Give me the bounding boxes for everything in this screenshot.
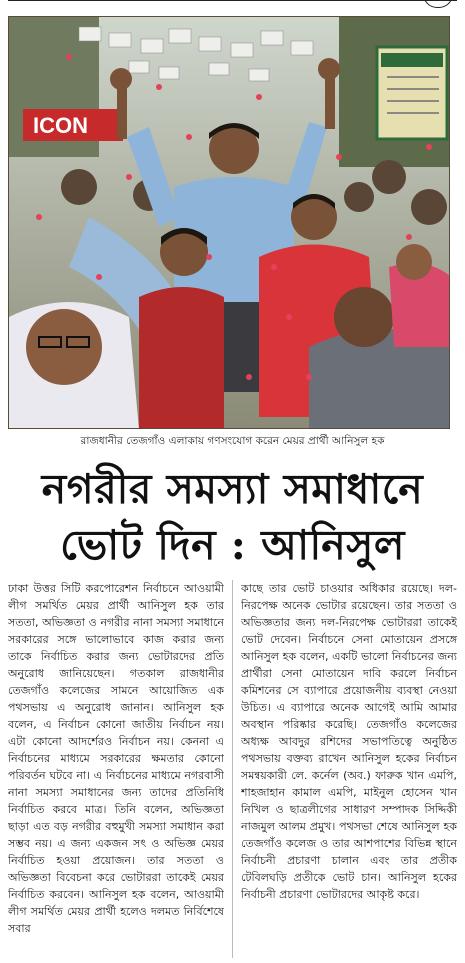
article-body <box>8 580 457 958</box>
headline-line-1: নগরীর সমস্যা সমাধানে <box>41 465 424 513</box>
top-rule <box>8 0 457 1</box>
column-divider <box>232 580 233 958</box>
headline-line-2: ভোট দিন : আনিসুল <box>60 521 405 569</box>
adjacent-article-edge <box>423 0 453 8</box>
page-top-edge <box>0 0 465 10</box>
banner-text: ICON <box>33 113 88 138</box>
news-photo <box>8 16 450 429</box>
body-column-2-text: কাছে তার ভোট চাওয়ার অধিকার রয়েছে। দল-নিরপেক্ষ অনেক ভোটার রয়েছেন। তার সততা ও অভিজ্ঞতার জন্য দল-নিরপেক্ষ ভোটাররা তাকেই ভোট দেবেন। নির্বাচনে সেনা মোতায়েন প্রসঙ্গে আনিসুল হক বলেন, একটি ভালো নির্বাচনের জন্য প্রার্থীরা সেনা মোতায়েন দাবি করলে নির্বাচন কমিশনের সে ব্যাপারে প্রয়োজনীয় ব্যবস্থা নেওয়া উচিত। এ ব্যাপারে অনেক আগেই আমি আমার অবস্থান পরিষ্কার করেছি। তেজগাঁও কলেজের অধ্যক্ষ আবদুর রশিদের সভাপতিত্বে অনুষ্ঠিত পথসভায় বক্তব্য রাখেন আনিসুল হকের নির্বাচন সমন্বয়কারী লে. কর্নেল (অব.) ফারুক খান এমপি, শাহজাহান কামাল এমপি, মাইনুল হোসেন খান নিখিল ও ছাত্রলীগের সাধারণ সম্পাদক সিদ্দিকী নাজমুল আলম প্রমুখ। পথসভা শেষে আনিসুল হক তেজগাঁও কলেজ ও তার আশপাশের বিভিন্ন স্থানে নির্বাচনী প্রচারণা চালান এবং তার প্রতীক টেবিলঘড়ি প্রতীকে ভোট চান। আনিসুল হকের নির্বাচনী প্রচারণা ভোটারদের আকৃষ্ট করে। <box>241 582 457 901</box>
photo-caption: রাজধানীর তেজগাঁও এলাকায় গণসংযোগ করেন মেয়র প্রার্থী আনিসুল হক <box>80 435 385 447</box>
body-column-1 <box>8 580 224 958</box>
body-column-1-text: ঢাকা উত্তর সিটি করপোরেশন নির্বাচনে আওয়ামী লীগ সমর্থিত মেয়র প্রার্থী আনিসুল হক তার সততা, অভিজ্ঞতা ও নগরীর নানা সমস্যা সমাধানে সরকারের সঙ্গে ভালোভাবে কাজ করার জন্য তাকে নির্বাচিত করার জন্য ভোটারদের প্রতি অনুরোধ জানিয়েছেন। গতকাল রাজধানীর তেজগাঁও কলেজের সামনে আয়োজিত এক পথসভায় এ অনুরোধ জানান। আনিসুল হক বলেন, এ নির্বাচন কোনো জাতীয় নির্বাচন নয়। এটা কোনো আদর্শেরও নির্বাচন নয়। কেননা এ নির্বাচনের মাধ্যমে সরকারের ক্ষমতার কোনো পরিবর্তন ঘটবে না। এ নির্বাচনের মাধ্যমে নগরবাসী নানা সমস্যা সমাধানের জন্য তাদের প্রতিনিধি নির্বাচিত করবে মাত্র। তিনি বলেন, অভিজ্ঞতা ছাড়া এত বড় নগরীর বহুমুখী সমস্যা সমাধান করা সম্ভব নয়। এ জন্য একজন সৎ ও অভিজ্ঞ মেয়র নির্বাচিত হওয়া প্রয়োজন। তার সততা ও অভিজ্ঞতা বিবেচনা করে ভোটাররা তাকেই মেয়র নির্বাচিত করবেন। আনিসুল হক বলেন, আওয়ামী লীগ সমর্থিত মেয়র প্রার্থী হলেও দলমত নির্বিশেষে সবার <box>8 582 224 935</box>
news-photo-illustration <box>9 17 450 429</box>
body-column-2 <box>241 580 457 958</box>
headline <box>8 461 457 573</box>
